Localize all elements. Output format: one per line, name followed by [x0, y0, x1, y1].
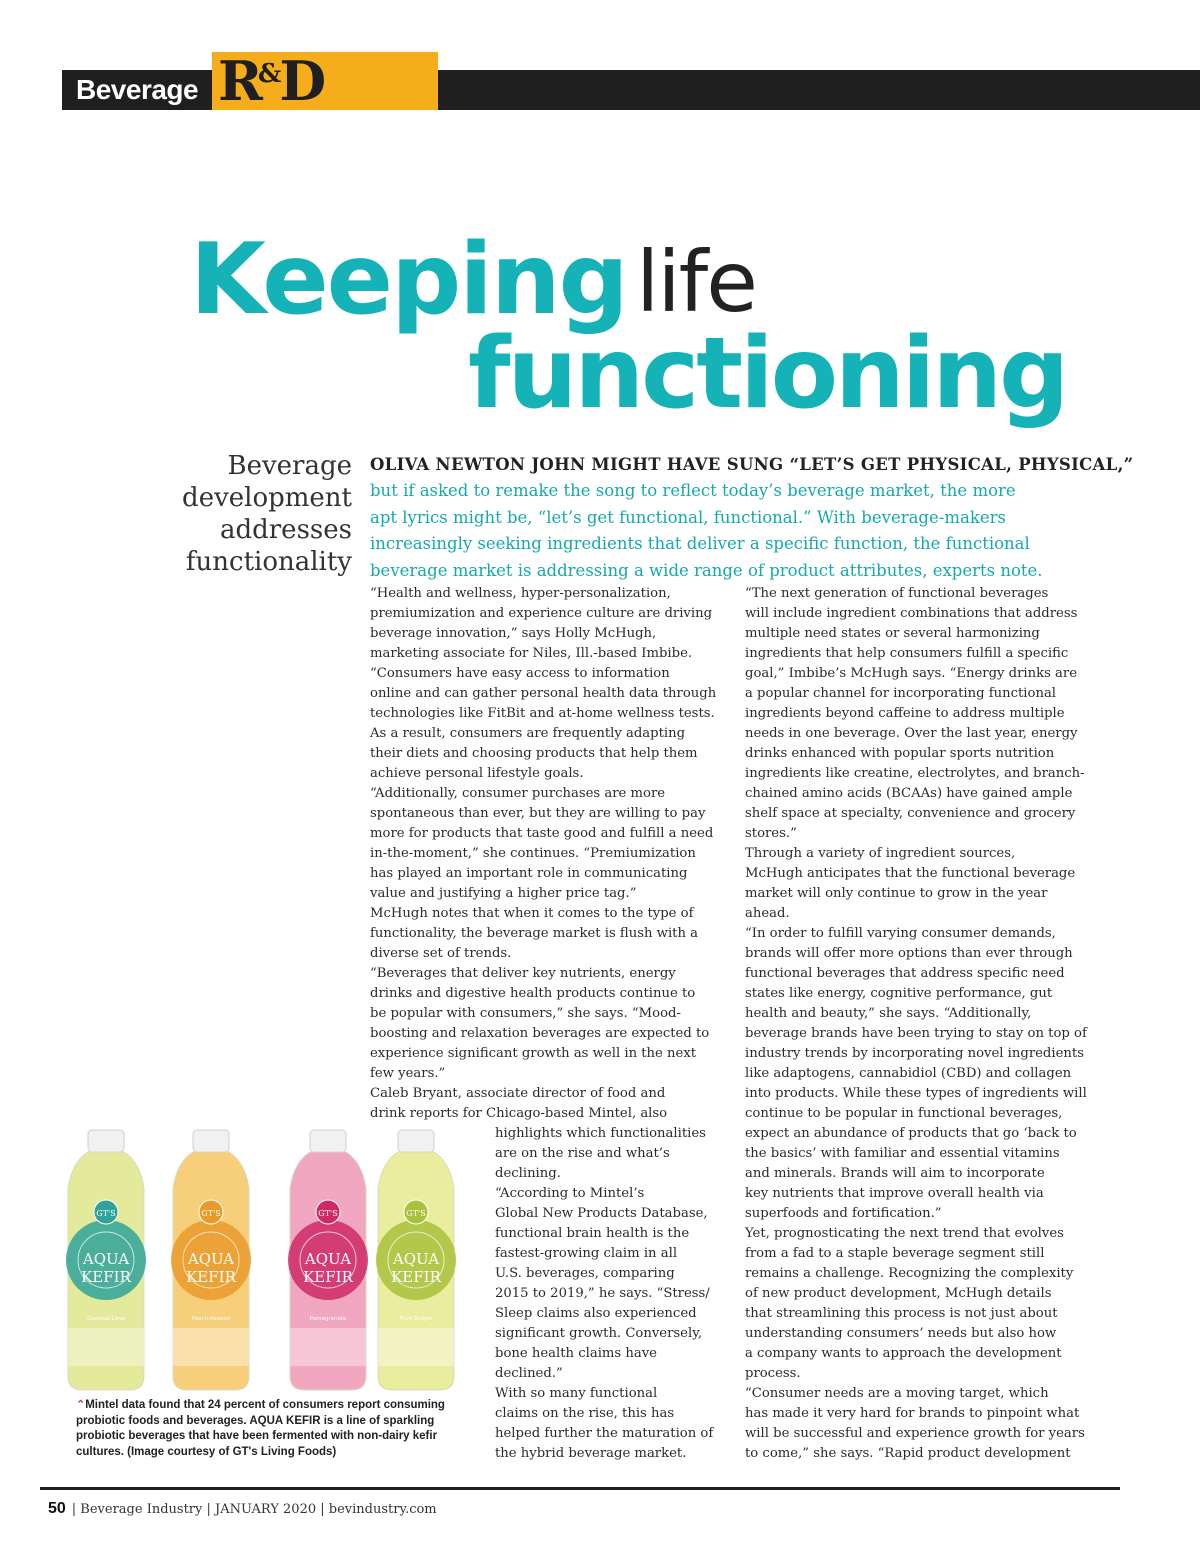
body-column-1-continued — [495, 1124, 730, 1464]
body-line: will include ingredient combinations that address — [745, 606, 1078, 621]
body-line: multiple need states or several harmonizing — [745, 626, 1040, 641]
body-line: the basics’ with familiar and essential vitamins — [745, 1146, 1060, 1161]
body-line: “Consumer needs are a moving target, which — [745, 1386, 1049, 1401]
caption-line: cultures. (Image courtesy of GT's Living Foods) — [76, 1445, 337, 1458]
body-line: helped further the maturation of — [495, 1426, 714, 1441]
intro-line: increasingly seeking ingredients that deliver a specific function, the functional — [370, 534, 1030, 553]
deck — [92, 450, 352, 578]
body-line: shelf space at specialty, convenience and grocery — [745, 806, 1076, 821]
body-line: As a result, consumers are frequently adapting — [370, 726, 686, 741]
product-photo — [62, 1128, 466, 1392]
caption-arrow-icon: ⌃ — [76, 1399, 86, 1411]
body-line: ingredients beyond caffeine to address multiple — [745, 706, 1065, 721]
bottle-name-line1: AQUA — [82, 1250, 130, 1268]
footer-rule — [40, 1487, 1120, 1490]
body-line: declining. — [495, 1166, 561, 1181]
body-line: process. — [745, 1366, 801, 1381]
body-line: significant growth. Conversely, — [495, 1326, 703, 1341]
rd-logo — [212, 49, 438, 113]
body-line: “Beverages that deliver key nutrients, energy — [370, 966, 676, 981]
body-line: ingredients like creatine, electrolytes, and branch- — [745, 766, 1085, 781]
body-line: U.S. beverages, comparing — [495, 1266, 675, 1281]
kefir-bottle — [167, 1128, 255, 1392]
bottle-flavor: Peach Passion — [191, 1316, 231, 1322]
bottle-name-line2: KEFIR — [186, 1268, 236, 1286]
body-line: few years.” — [370, 1066, 446, 1081]
bottle-name-line2: KEFIR — [81, 1268, 131, 1286]
body-line: claims on the rise, this has — [495, 1406, 675, 1421]
body-line: to come,” she says. “Rapid product development — [745, 1446, 1071, 1461]
kefir-bottle — [372, 1128, 460, 1392]
body-line: “The next generation of functional beverages — [745, 586, 1049, 601]
intro-line: apt lyrics might be, “let’s get functional, functional.” With beverage-makers — [370, 507, 1006, 527]
body-line: bone health claims have — [495, 1346, 657, 1361]
headline — [0, 223, 1200, 431]
kefir-bottle — [284, 1128, 372, 1392]
intro-lead: OLIVA NEWTON JOHN MIGHT HAVE SUNG “LET’S GET PHYSICAL, PHYSICAL,” — [370, 455, 1134, 474]
deck-line: functionality — [185, 547, 352, 577]
body-line: technologies like FitBit and at-home wellness tests. — [370, 706, 715, 721]
bottle-brand: GT'S — [318, 1209, 338, 1218]
body-line: are on the rise and what’s — [495, 1146, 670, 1161]
body-line: be popular with consumers,” she says. “Mood- — [370, 1006, 681, 1021]
body-line: experience significant growth as well in the next — [370, 1046, 697, 1061]
bottle-name-line2: KEFIR — [391, 1268, 441, 1286]
deck-line: Beverage — [227, 451, 352, 481]
body-line: into products. While these types of ingredients will — [745, 1086, 1087, 1101]
logo-amp: & — [257, 59, 282, 89]
body-line: in-the-moment,” she continues. “Premiumization — [370, 846, 696, 861]
body-line: “Consumers have easy access to information — [370, 666, 670, 681]
bottle-brand: GT'S — [96, 1209, 116, 1218]
body-line: brands will offer more options than ever through — [745, 946, 1073, 961]
body-line: will be successful and experience growth for years — [745, 1426, 1085, 1441]
caption-line — [76, 1398, 476, 1414]
body-line: functional brain health is the — [495, 1226, 690, 1241]
body-line: drink reports for Chicago-based Mintel, also — [370, 1106, 668, 1121]
caption-line: probiotic beverages that have been fermented with non-dairy kefir — [76, 1430, 438, 1442]
body-line: a company wants to approach the development — [745, 1346, 1062, 1361]
deck-line: addresses — [219, 515, 352, 545]
bottle-brand: GT'S — [406, 1209, 426, 1218]
body-line: value and justifying a higher price tag.” — [370, 886, 637, 901]
body-line: online and can gather personal health data through — [370, 686, 717, 701]
bottle-name-line1: AQUA — [304, 1250, 352, 1268]
section-label: Beverage — [62, 70, 212, 110]
page-number: 50 — [48, 1500, 66, 1517]
body-line: McHugh anticipates that the functional beverage — [745, 866, 1076, 881]
header-bar — [438, 70, 1200, 110]
body-line: states like energy, cognitive performance, gut — [745, 986, 1053, 1001]
body-line: expect an abundance of products that go ‘back to — [745, 1126, 1077, 1141]
intro-line: beverage market is addressing a wide range of product attributes, experts note. — [370, 560, 1043, 580]
headline-word-life: life — [636, 233, 756, 331]
deck-line: development — [182, 483, 352, 513]
body-line: Caleb Bryant, associate director of food and — [370, 1086, 666, 1101]
body-line: market will only continue to grow in the year — [745, 886, 1048, 901]
bottle-name-line1: AQUA — [187, 1250, 235, 1268]
body-line: boosting and relaxation beverages are expected to — [370, 1026, 710, 1041]
body-line: premiumization and experience culture are driving — [370, 606, 713, 621]
bottle-name-line1: AQUA — [392, 1250, 440, 1268]
body-line: “According to Mintel’s — [495, 1186, 645, 1201]
body-line: marketing associate for Niles, Ill.-based Imbibe. — [370, 646, 693, 661]
body-line: Sleep claims also experienced — [495, 1306, 697, 1321]
body-line: key nutrients that improve overall health via — [745, 1186, 1044, 1201]
body-line: more for products that taste good and fulfill a need — [370, 826, 714, 841]
body-line: With so many functional — [495, 1386, 658, 1401]
body-line: spontaneous than ever, but they are willing to pay — [370, 806, 706, 821]
footer — [48, 1499, 437, 1520]
bottle-flavor: Pure Ginger — [399, 1316, 433, 1322]
body-line: declined.” — [495, 1366, 563, 1381]
logo-r: R — [218, 49, 260, 113]
body-line: ingredients that help consumers fulfill a specific — [745, 646, 1069, 661]
caption-line: probiotic foods and beverages. AQUA KEFIR is a line of sparkling — [76, 1414, 435, 1427]
bottle-flavor: Coconut Lime — [87, 1316, 125, 1322]
body-line: fastest-growing claim in all — [495, 1246, 678, 1261]
body-column-2 — [745, 584, 1105, 1464]
caption-text: Mintel data found that 24 percent of consumers report consuming — [85, 1399, 445, 1411]
body-line: “In order to fulfill varying consumer demands, — [745, 926, 1056, 941]
body-column-1 — [370, 584, 730, 1124]
body-line: beverage innovation,” says Holly McHugh, — [370, 626, 657, 641]
headline-word-functioning: functioning — [468, 317, 1067, 431]
body-line: of new product development, McHugh details — [745, 1286, 1052, 1301]
bottle-flavor: Pomegranate — [309, 1316, 347, 1322]
body-line: stores.” — [745, 826, 797, 841]
logo-d: D — [279, 49, 324, 113]
bottle-name-line2: KEFIR — [303, 1268, 353, 1286]
body-line: remains a challenge. Recognizing the complexity — [745, 1266, 1074, 1281]
body-line: highlights which functionalities — [495, 1126, 706, 1141]
body-line: health and beauty,” she says. “Additionally, — [745, 1006, 1032, 1021]
bottle-brand: GT'S — [201, 1209, 221, 1218]
body-line: goal,” Imbibe’s McHugh says. “Energy drinks are — [745, 666, 1078, 681]
body-line: Global New Products Database, — [495, 1206, 708, 1221]
body-line: achieve personal lifestyle goals. — [370, 766, 584, 781]
body-line: drinks enhanced with popular sports nutrition — [745, 746, 1055, 761]
body-line: a popular channel for incorporating functional — [745, 686, 1057, 701]
body-line: functionality, the beverage market is flush with a — [370, 926, 699, 941]
body-line: and minerals. Brands will aim to incorporate — [745, 1166, 1045, 1181]
photo-caption — [76, 1398, 476, 1460]
body-line: Yet, prognosticating the next trend that evolves — [745, 1226, 1064, 1241]
body-line: needs in one beverage. Over the last year, energy — [745, 726, 1078, 741]
intro — [370, 452, 1134, 584]
body-line: like adaptogens, cannabidiol (CBD) and collagen — [745, 1066, 1072, 1081]
body-line: from a fad to a staple beverage segment still — [745, 1246, 1045, 1261]
body-line: chained amino acids (BCAAs) have gained ample — [745, 786, 1073, 801]
body-line: drinks and digestive health products continue to — [370, 986, 696, 1001]
body-line: functional beverages that address specific need — [745, 966, 1065, 981]
headline-word-keeping: Keeping — [190, 223, 627, 337]
body-line: “Health and wellness, hyper-personalization, — [370, 586, 671, 601]
body-line: has played an important role in communicating — [370, 866, 688, 881]
body-line: diverse set of trends. — [370, 946, 512, 961]
body-line: has made it very hard for brands to pinpoint what — [745, 1406, 1080, 1421]
body-line: ahead. — [745, 906, 790, 921]
body-line: their diets and choosing products that help them — [370, 746, 698, 761]
body-line: McHugh notes that when it comes to the type of — [370, 906, 694, 921]
footer-text: | Beverage Industry | JANUARY 2020 | bevindustry.com — [71, 1502, 437, 1517]
body-line: Through a variety of ingredient sources, — [745, 846, 1016, 861]
body-line: superfoods and fortification.” — [745, 1206, 942, 1221]
body-line: that streamlining this process is not just about — [745, 1306, 1058, 1321]
body-line: continue to be popular in functional beverages, — [745, 1106, 1063, 1121]
body-line: understanding consumers’ needs but also how — [745, 1326, 1057, 1341]
body-line: beverage brands have been trying to stay on top of — [745, 1026, 1087, 1041]
kefir-bottle — [62, 1128, 150, 1392]
body-line: “Additionally, consumer purchases are more — [370, 786, 666, 801]
body-line: 2015 to 2019,” he says. “Stress/ — [495, 1286, 710, 1301]
body-line: the hybrid beverage market. — [495, 1446, 687, 1461]
intro-line: but if asked to remake the song to reflect today’s beverage market, the more — [370, 481, 1016, 500]
body-line: industry trends by incorporating novel ingredients — [745, 1046, 1084, 1061]
